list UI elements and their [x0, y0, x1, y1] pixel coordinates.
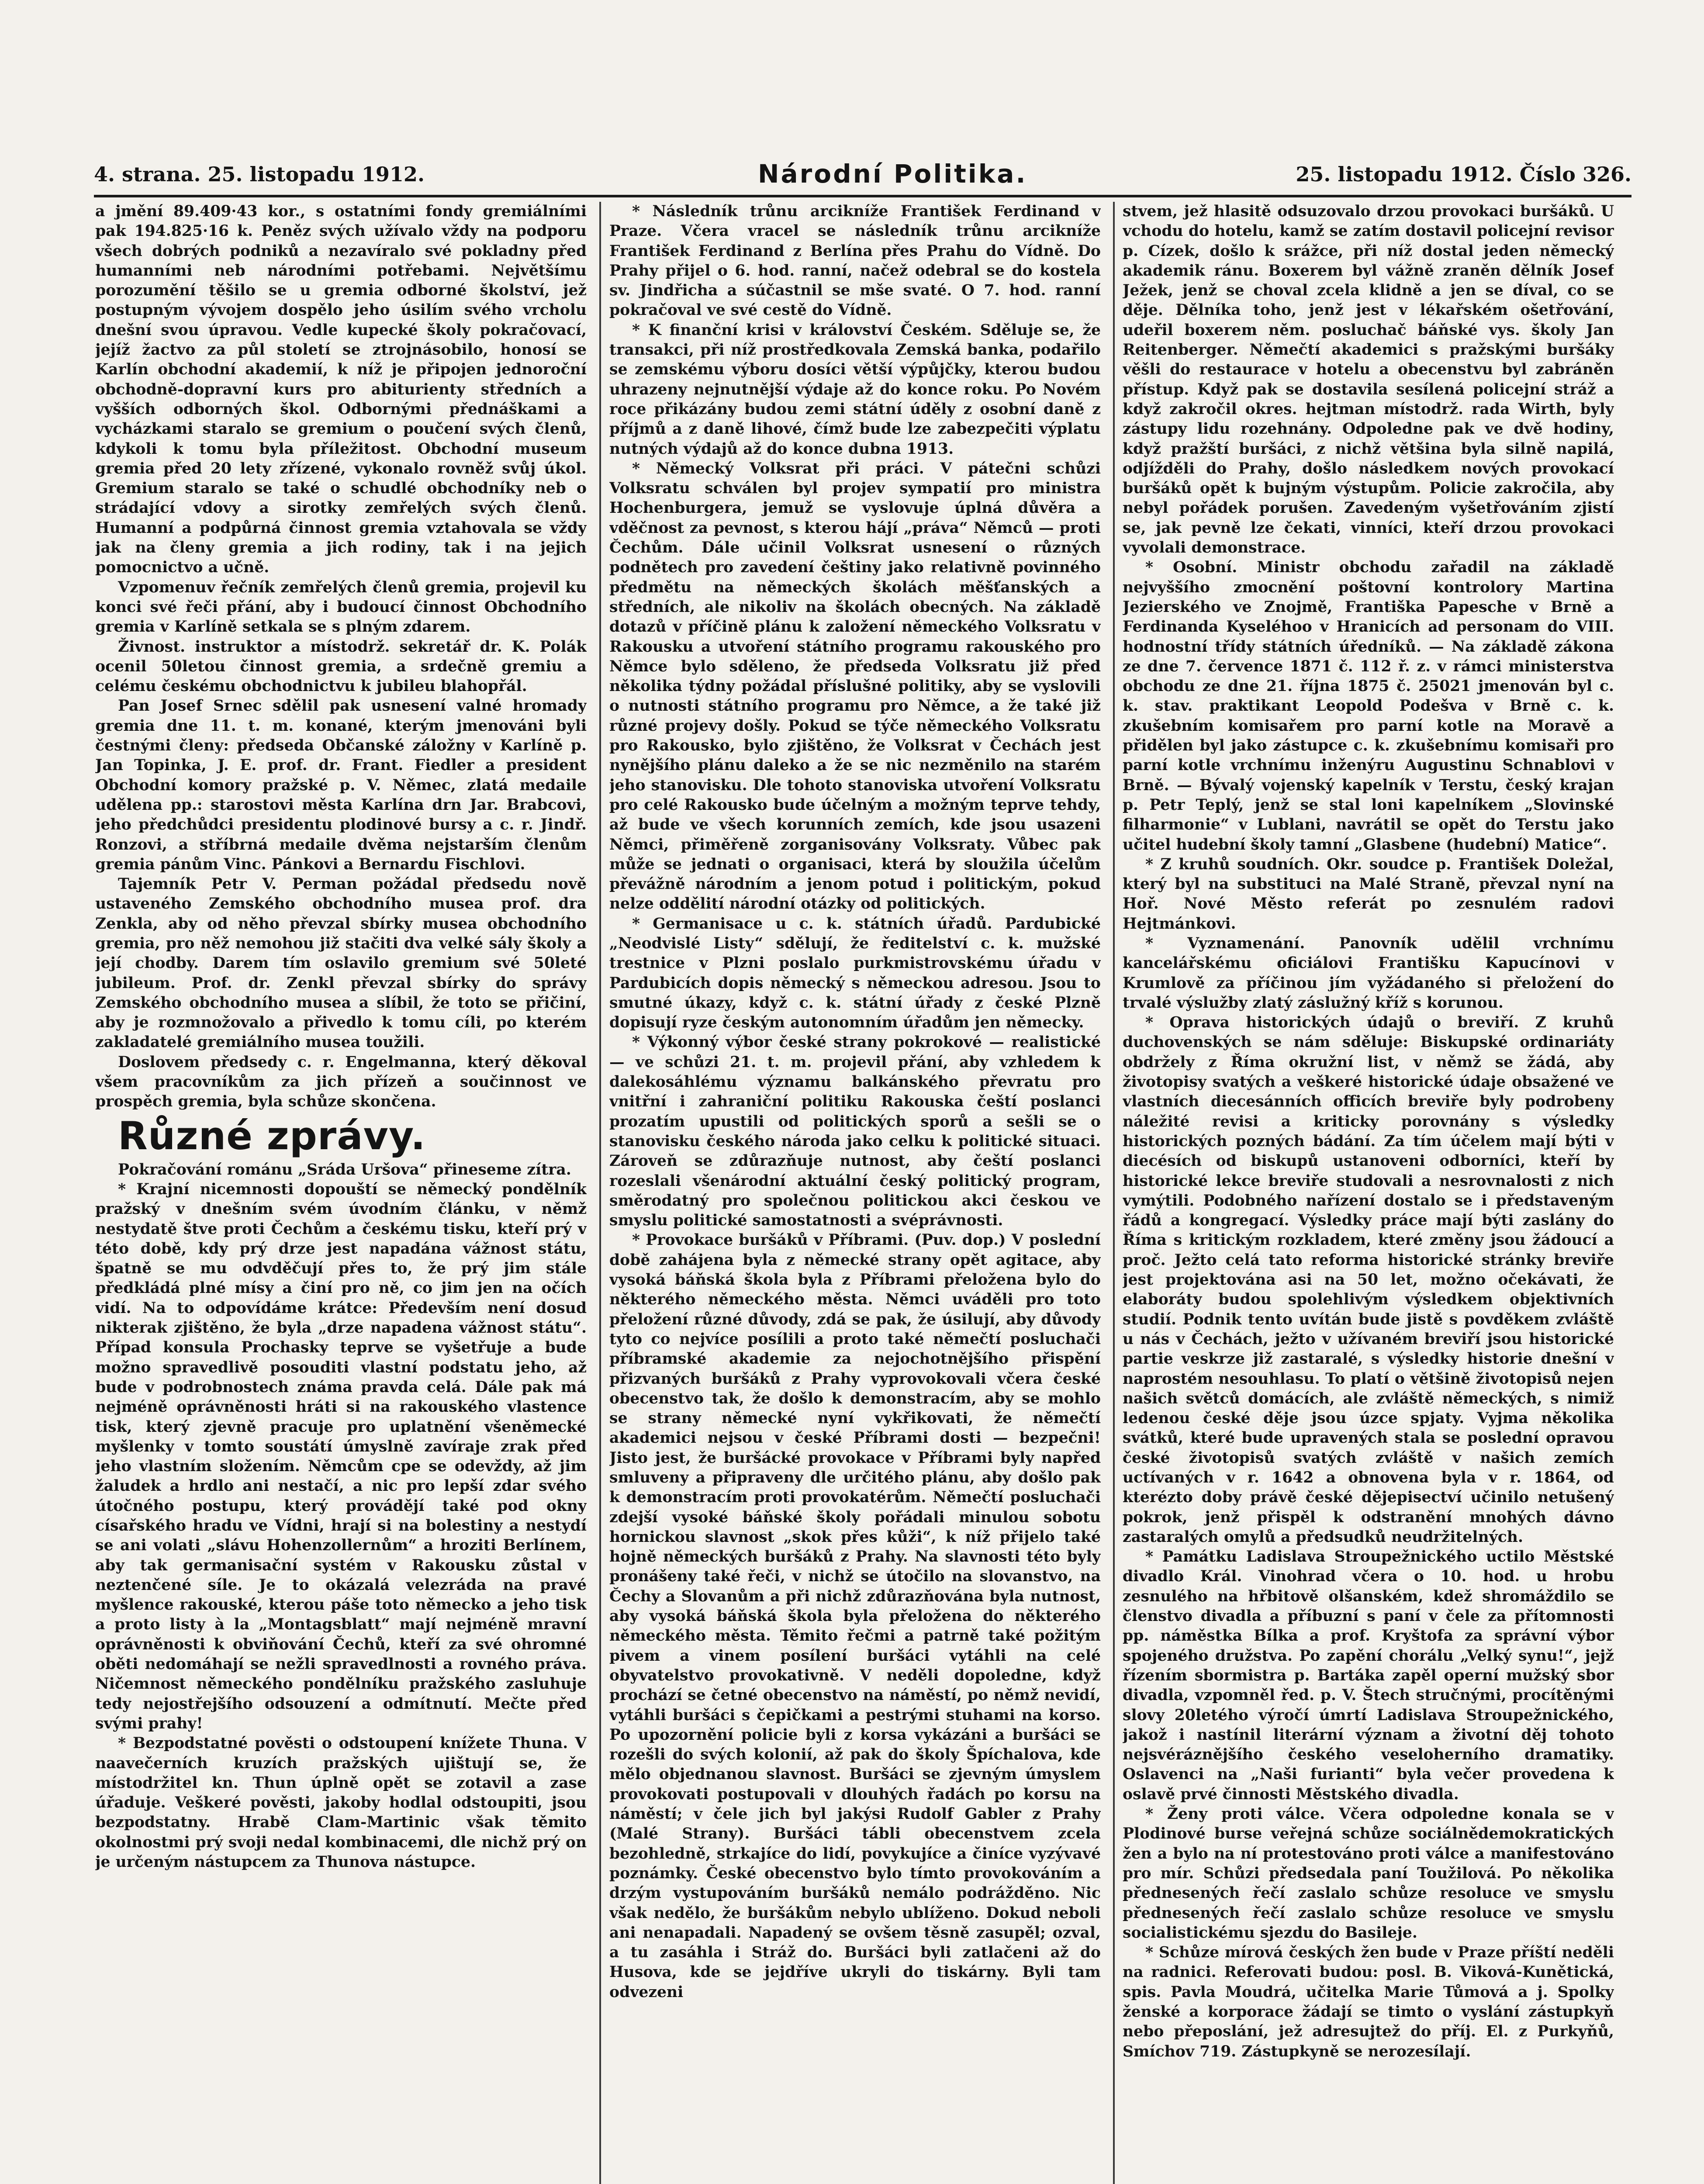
- article-paragraph: Pokračování románu „Sráda Uršova“ přineseme zítra.: [118, 1161, 571, 1178]
- news-item: * Vyznamenání. Panovník udělil vrchnímu kancelářskému oficiálovi Františku Kapucínovi v Krumlově za příčinou jím vyžádaného si přeložení do trvalé výslužby zlatý záslužný kříž s korunou.: [1123, 934, 1614, 1012]
- header-rule: [94, 195, 1631, 197]
- news-item: * Bezpodstatné pověsti o odstoupení knížete Thuna. V naavečerních kruzích pražských ujištují se, že místodržitel kn. Thun úplně opět se zotavil a zase úřaduje. Veškeré pověsti, jakoby hodlal odstoupiti, jsou bezpodstatny. Hrabě Clam-Martinic však těmito okolnostmi prý svoji nedal kombinacemi, dle nichž prý on je určeným nástupcem za Thunova nástupce.: [95, 1735, 587, 1871]
- article-paragraph: a jmění 89.409·43 kor., s ostatními fondy gremiálními pak 194.825·16 k. Peněz svých užívalo vždy na podporu všech dobrých podniků a nezavíralo své pokladny před humanními neb národními potřebami. Největšímu porozumění těšilo se u gremia odborné školství, jež postupným vývojem dospělo jeho úsilím svého vrcholu dnešní svou úpravou. Vedle kupecké školy pokračovací, jejíž žactvo za půl století se ztrojnásobilo, honosí se Karlín obchodní akademií, k níž je připojen jednoroční obchodně-dopravní kurs pro abiturienty středních a vyšších odborných škol. Odbornými přednáškami a vycházkami staralo se gremium o poučení svých členů, kdykoli k tomu byla příležitost. Obchodní museum gremia před 20 lety zřízené, vykonalo rovněž svůj úkol. Gremium staralo se také o schudlé obchodníky neb o strádající vdovy a sirotky zemřelých svých členů. Humanní a podpůrná činnost gremia vztahovala se vždy jak na členy gremia a jich rodiny, tak i na jejich pomocnictvo a učně.: [95, 203, 587, 577]
- news-item: * Provokace buršáků v Příbrami. (Puv. dop.) V poslední době zahájena byla z německé strany opět agitace, aby vysoká báňská škola byla z Příbrami přeložena bylo do některého německého města. Němci uváděli pro toto přeložení různé důvody, zdá se pak, že úsilují, aby důvody tyto co nejvíce posílili a proto také němečtí posluchači příbramské akademie za nejochotnějšího přispění přizvaných buršáků z Prahy vyprovokovali včera české obecenstvo tak, že došlo k demonstracím, aby se mohlo se strany německé nyní vykřikovati, že němečtí akademici nejsou v české Příbrami dosti — bezpečni! Jisto jest, že buršácké provokace v Příbrami byly napřed smluveny a připraveny dle určitého plánu, aby došlo pak k demonstracím proti provokatérům. Němečtí posluchači zdejší vysoké báňské školy pořádali minulou sobotu hornickou slavnost „skok přes kůži“, k níž přijelo také hojně německých buršáků z Prahy. Na slavnosti této byly pronášeny také řeči, v nichž se útočilo na slovanstvo, na Čechy a Slovanům a při nichž zdůrazňována byla nutnost, aby vysoká báňská škola byla přeložena do některého německého města. Těmito řečmi a patrně také požitým pivem a vinem posílení buršáci vytáhli na celé obyvatelstvo provokativně. V neděli dopoledne, když prochází se četné obecenstvo na náměstí, po němž nevidí, vytáhli buršáci s čepičkami a pestrými stuhami na korso. Po upozornění policie byli z korsa vykázáni a buršáci se rozešli do svých kolonií, až pak do školy Špíchalova, kde mělo objednanou slavnost. Buršáci se zjevným úmyslem provokovati postupovali v dlouhých řadách po korsu na náměstí; v čele jich byl jakýsi Rudolf Gabler z Prahy (Malé Strany). Buršáci tábli obecenstvem zcela bezohledně, strkajíce do lidí, povykujíce a činíce vyzývavé poznámky. České obecenstvo bylo tímto provokováním a drzým vystupováním buršáků nemálo podrážděno. Nic však nedělo, že buršákům nebylo ublíženo. Dokud neboli ani nenapadali. Napadený se ovšem těsně zasupěl; ozval, a tu zasáhla i Stráž do. Buršáci byli zatlačeni až do Husova, kde se jejdříve ukryli do tiskárny. Byli tam odvezeni: [609, 1231, 1101, 2001]
- column-3: [1123, 202, 1614, 2184]
- article-paragraph: Doslovem předsedy c. r. Engelmanna, který děkoval všem pracovníkům za jich přízeň a součinnost ve prospěch gremia, byla schůze skončena.: [95, 1053, 587, 1111]
- news-item: * Krajní nicemnosti dopouští se německý pondělník pražský v dnešním svém úvodním článku, v němž nestydatě štve proti Čechům a českému tisku, kteří prý v této době, kdy prý drze jest napadána vážnost státu, špatně se mu odvděčují přes to, že prý jim stále předkládá plné mísy a činí pro ně, co jim jen na očích vidí. Na to odpovídáme krátce: Především není dosud nikterak zjištěno, že byla „drze napadena vážnost státu“. Případ konsula Prochasky teprve se vyšetřuje a bude možno spravedlivě posouditi vlastní podstatu jeho, až bude v podrobnostech známa pravda celá. Dále pak má nejméně oprávněnosti hráti si na rakouského vlastence tisk, který zjevně pracuje pro uplatnění všeněmecké myšlenky v tomto soustátí úmyslně zavíraje zrak před jeho vlastním složením. Němcům cpe se odevždy, až jim žaludek a hrdlo ani nestačí, a nic pro lepší zdar svého útočného postupu, který provádějí také pod okny císařského hradu ve Vídni, hrají si na bolestiny a nestydí se ani volati „slávu Hohenzollernům“ a hroziti Berlínem, aby tak germanisační systém v Rakousku zůstal v neztenčené síle. Je to okázalá velezráda na pravé myšlence rakouské, kterou páše toto německo a jeho tisk a proto listy à la „Montagsblatt“ mají nejméně mravní oprávněnosti k obviňování Čechů, kteří za své ohromné oběti nedomáhají se nežli spravedlnosti a rovného práva. Ničemnost německého pondělníku pražského zasluhuje tedy nejostřejšího odsouzení a odmítnutí. Mečte před svými prahy!: [95, 1180, 587, 1732]
- news-item: * Památku Ladislava Stroupežnického uctilo Městské divadlo Král. Vinohrad včera o 10. hod. u hrobu zesnulého na hřbitově olšanském, kdež shromáždilo se členstvo divadla a příbuzní s paní v čele za přítomnosti pp. náměstka Bílka a prof. Kryštofa za správní výbor spojeného družstva. Po zapění chorálu „Velký synu!“, jejž řízením sbormistra p. Bartáka zapěl operní mužský sbor divadla, vzpomněl řed. p. V. Štech stručnými, procítěnými slovy 20letého výročí úmrtí Ladislava Stroupežnického, jakož i nastínil literární význam a životní děj tohoto nejsvéráznějšího českého veseloherního dramatiky. Oslavenci na „Naši furianti“ byla večer provedena k oslavě prvé činnosti Městského divadla.: [1123, 1548, 1614, 1803]
- news-item: * Výkonný výbor české strany pokrokové — realistické — ve schůzi 21. t. m. projevil přání, aby vzhledem k dalekosáhlému významu balkánského převratu pro vnitřní i zahraniční politiku Rakouska čeští poslanci prozatím upustili od politických sporů a sešli se o stanovisku českého národa jako celku k politické situaci. Zároveň se zdůrazňuje nutnost, aby čeští poslanci rozeslali všenárodní aktuální český politický program, směrodatný pro společnou politickou akci českou ve smyslu politické samostatnosti a svéprávnosti.: [609, 1033, 1101, 1230]
- column-divider: [599, 202, 601, 2184]
- news-item: * Ženy proti válce. Včera odpoledne konala se v Plodinové burse veřejná schůze sociálnědemokratických žen a bylo na ní protestováno proti válce a manifestováno pro mír. Schůzi předsedala paní Toužilová. Po několika přednesených řečí zaslalo schůze resoluce ve smyslu přednesených řečí zaslalo schůze resoluce ve smyslu socialistickému sjezdu do Basileje.: [1123, 1805, 1614, 1942]
- section-heading: Různé zprávy.: [118, 1113, 426, 1158]
- header-date-right: 25. listopadu 1912. Číslo 326.: [1296, 162, 1631, 186]
- article-paragraph: Tajemník Petr V. Perman požádal předsedu nově ustaveného Zemského obchodního musea prof. dra Zenkla, aby od něho převzal sbírky musea obchodního gremia, pro něž nemohou již stačiti dva velké sály školy a její chodby. Darem tím oslavilo gremium své 50leté jubileum. Prof. dr. Zenkl převzal sbírky do správy Zemského obchodního musea a slíbil, že toto se přičiní, aby je rozmnožovalo a přivedlo k tomu cíli, po kterém zakladatelé gremiálního musea toužili.: [95, 875, 587, 1051]
- news-item: * Oprava historických údajů o breviří. Z kruhů duchovenských se nám sděluje: Biskupské ordinariáty obdržely z Říma okružní list, v němž se žádá, aby životopisy svatých a veškeré historické údaje obsažené ve vlastních diecesánních officích breviře byly podrobeny náležité revisi a kriticky porovnány s výsledky historických pozných bádání. Za tím účelem mají býti v diecésích od biskupů ustanoveni odborníci, kteří by historické lekce breviře studovali a nesrovnalosti z nich vymýtili. Podobného nařízení dostalo se i představeným řádů a kongregací. Výsledky práce mají býti zaslány do Říma s kritickým rozkladem, které změny jsou žádoucí a proč. Ježto celá tato reforma historické stránky breviře jest projektována asi na 50 let, možno očekávati, že elaboráty budou spolehlivým výsledkem objektivních studií. Podnik tento uvítán bude jistě s povděkem zvláště u nás v Čechách, ježto v užívaném breviří jsou historické partie veskrze již zastaralé, s výsledky historie dnešní v naprostém nesouhlasu. To platí o většině životopisů nejen našich světců domácích, ale zvláště německých, s nimiž ledenou české děje jsou úzce spjaty. Vyjma několika svátků, které bude upravených stala se poslední opravou české životopisů svatých zvláště v našich zemích uctívaných v r. 1642 a obnovena byla v r. 1864, od kterézto doby právě české dějepisectví učinilo netušený pokrok, jenž přispěl k odstranění mnohých dávno zastaralých omylů a předsudků neudržitelných.: [1123, 1014, 1614, 1546]
- article-paragraph: stvem, jež hlasitě odsuzovalo drzou provokaci buršáků. U vchodu do hotelu, kamž se zatím dostavil policejní revisor p. Cízek, došlo k srážce, při níž dostal jeden německý akademik ránu. Boxerem byl vážně zraněn dělník Josef Ježek, jenž se choval zcela klidně a jen se díval, co se děje. Dělníka toho, jenž jest v lékařském ošetřování, udeřil boxerem něm. posluchač báňské vys. školy Jan Reitenberger. Němečtí akademici s pražskými buršáky věšli do restaurace v hotelu a obecenstvu byl zabráněn přístup. Když pak se dostavila sesílená policejní stráž a když zakročil okres. hejtman místodrž. rada Wirth, byly zástupy lidu rozehnány. Odpoledne pak ve dvě hodiny, když pražští buršáci, z nichž většina byla silně napilá, odjížděli do Prahy, došlo následkem nových provokací buršáků opět k bujným výstupům. Policie zakročila, aby nebyl pořádek porušen. Zavedeným vyšetřováním zjistí se, jak pevně lze čekati, vinníci, kteří drzou provokaci vyvolali demonstrace.: [1123, 203, 1614, 557]
- column-1: [95, 202, 587, 2184]
- news-item: * K finanční krisi v království Českém. Sděluje se, že transakci, při níž prostředkovala Zemská banka, podařilo se zemskému výboru dosíci větší výpůjčky, kterou budou uhrazeny nejnutnější výdaje až do konce roku. Po Novém roce přikázány budou zemi státní úděly z osobní daně z příjmů a z daně lihové, čímž bude lze zabezpečiti výplatu nutných výdajů až do konce dubna 1913.: [609, 321, 1101, 458]
- news-item: * Německý Volksrat při práci. V pátečni schůzi Volksratu schválen byl projev sympatií pro ministra Hochenburgera, jemuž se vyslovuje úplná důvěra a vděčnost za pevnost, s kterou hájí „práva“ Němců — proti Čechům. Dále učinil Volksrat usnesení o různých podnětech pro zavedení češtiny jako relativně povinného předmětu na německých školách měšťanských a středních, ale nikoliv na školách obecných. Na základě dotazů v příčině plánu k založení německého Volksratu v Rakousku a utvoření státního programu rakouského pro Němce bylo sděleno, že předseda Volksratu již před několika týdny požádal příslušné politiky, aby se vyslovili o nutnosti státního programu pro Němce, a že také již různé projevy došly. Pokud se týče německého Volksratu pro Rakousko, bylo zjištěno, že Volksrat v Čechách jest nynějšího plánu daleko a že se nic nezměnilo na starém jeho stanovisku. Dle tohoto stanoviska utvoření Volksratu pro celé Rakousko bude účelným a možným teprve tehdy, až bude ve všech korunních zemích, kde jsou usazeni Němci, přiměřeně zorganisovány Volksraty. Vůbec pak může se jednati o organisaci, která by sloužila účelům převážně národním a jenom potud i politickým, pokud nelze oddělití národní otázky od politických.: [609, 460, 1101, 913]
- article-paragraph: Pan Josef Srnec sdělil pak usnesení valné hromady gremia dne 11. t. m. konané, kterým jmenováni byli čestnými členy: předseda Občanské záložny v Karlíně p. Jan Topinka, J. E. prof. dr. Frant. Fiedler a president Obchodní komory pražské p. V. Němec, zlatá medaile udělena pp.: starostovi města Karlína drn Jar. Brabcovi, jeho předchůdci presidentu plodinové bursy a c. r. Jindř. Ronzovi, a stříbrná medaile dvěma nejstarším členům gremia pánům Vinc. Pánkovi a Bernardu Fischlovi.: [95, 697, 587, 873]
- article-paragraph: Živnost. instruktor a místodrž. sekretář dr. K. Polák ocenil 50letou činnost gremia, a srdečně gremiu a celému českému obchodnictvu k jubileu blahopřál.: [95, 638, 587, 695]
- article-paragraph: Vzpomenuv řečník zemřelých členů gremia, projevil ku konci své řeči přání, aby i budoucí činnost Obchodního gremia v Karlíně setkala se s plným zdarem.: [95, 578, 587, 636]
- header-date-left: 4. strana. 25. listopadu 1912.: [94, 162, 425, 186]
- page-header: [94, 159, 1631, 197]
- news-item: * Schůze mírová českých žen bude v Praze příští neděli na radnici. Referovati budou: posl. B. Viková-Kunětická, spis. Pavla Moudrá, učitelka Marie Tůmová a j. Spolky ženské a korporace žádají se timto o vyslání zástupkyň nebo přeposlání, jež adresujtež do příj. El. z Purkyňů, Smíchov 719. Zástupkyně se nerozesílají.: [1123, 1944, 1614, 2060]
- masthead-title: Národní Politika.: [758, 159, 1027, 189]
- column-2: [609, 202, 1101, 2184]
- column-divider: [1113, 202, 1115, 2184]
- news-item: * Následník trůnu arcikníže František Ferdinand v Praze. Včera vracel se následník trůnu arcikníže František Ferdinand z Berlína přes Prahu do Vídně. Do Prahy přijel o 6. hod. ranní, načež odebral se do kostela sv. Jindřicha a súčastnil se mše svaté. O 7. hod. ranní pokračoval ve své cestě do Vídně.: [609, 203, 1101, 319]
- news-item: * Osobní. Ministr obchodu zařadil na základě nejvyššího zmocnění poštovní kontrolory Martina Jezierského ve Znojmě, Františka Papesche v Brně a Ferdinanda Kyseléhoo v Hranicích ad personam do VIII. hodnostní třídy státních úředníků. — Na základě zákona ze dne 7. července 1871 č. 112 ř. z. v rámci ministerstva obchodu ze dne 21. října 1875 č. 25021 jmenován byl c. k. stav. praktikant Leopold Podešva v Brně c. k. zkušebním komisařem pro parní kotle na Moravě a přidělen byl jako zástupce c. k. zkušebnímu komisaři pro parní kotle vrchnímu inženýru Augustinu Schnablovi v Brně. — Bývalý vojenský kapelník v Terstu, český krajan p. Petr Teplý, jenž se stal loni kapelníkem „Slovinské filharmonie“ v Lublani, navrátil se opět do Terstu jako učitel hudební školy tamní „Glasbene (hudební) Matice“.: [1123, 559, 1614, 854]
- news-item: * Z kruhů soudních. Okr. soudce p. František Doležal, který byl na substituci na Malé Straně, převzal nyní na Hoř. Nové Město referát po zesnulém radovi Hejtmánkovi.: [1123, 855, 1614, 933]
- news-item: * Germanisace u c. k. státních úřadů. Pardubické „Neodvislé Listy“ sdělují, že ředitelství c. k. mužské trestnice v Plzni poslalo purkmistrovskému úřadu v Pardubicích dopis německý s německou adresou. Jsou to smutné úkazy, když c. k. státní úřady z české Plzně dopisují ryze českým autonomním úřadům jen německy.: [609, 915, 1101, 1032]
